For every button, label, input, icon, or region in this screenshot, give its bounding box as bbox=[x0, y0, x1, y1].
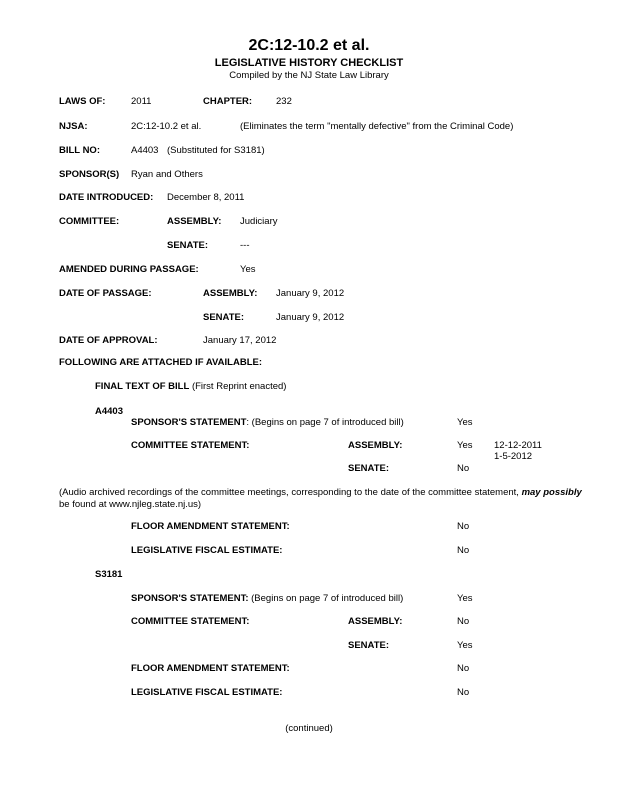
a4403-fiscal-label: LEGISLATIVE FISCAL ESTIMATE: bbox=[131, 545, 283, 556]
chapter-value: 232 bbox=[276, 96, 292, 107]
date-of-approval-value: January 17, 2012 bbox=[203, 335, 277, 346]
bill-no-label: BILL NO: bbox=[59, 145, 100, 156]
s3181-heading: S3181 bbox=[95, 569, 123, 580]
a4403-floor-label: FLOOR AMENDMENT STATEMENT: bbox=[131, 521, 290, 532]
a4403-assembly-date-1: 12-12-2011 bbox=[494, 440, 542, 451]
final-text-line bbox=[95, 382, 286, 393]
audio-note-line-2: be found at www.njleg.state.nj.us) bbox=[59, 499, 202, 510]
s3181-senate-value: Yes bbox=[457, 640, 473, 651]
a4403-senate-label: SENATE: bbox=[348, 463, 389, 474]
date-of-passage-label: DATE OF PASSAGE: bbox=[59, 288, 152, 299]
page-title: 2C:12-10.2 et al. bbox=[248, 37, 370, 54]
date-introduced-label: DATE INTRODUCED: bbox=[59, 192, 154, 203]
checklist-heading: LEGISLATIVE HISTORY CHECKLIST bbox=[214, 57, 404, 69]
bill-no-note: (Substituted for S3181) bbox=[167, 145, 265, 156]
s3181-floor-value: No bbox=[457, 663, 470, 674]
sponsors-label: SPONSOR(S) bbox=[59, 169, 120, 180]
committee-label: COMMITTEE: bbox=[59, 216, 120, 227]
a4403-assembly-label: ASSEMBLY: bbox=[348, 440, 403, 451]
s3181-senate-label: SENATE: bbox=[348, 640, 389, 651]
s3181-fiscal-value: No bbox=[457, 687, 470, 698]
a4403-sponsor-line bbox=[131, 418, 404, 429]
laws-of-label: LAWS OF: bbox=[59, 96, 106, 107]
njsa-value: 2C:12-10.2 et al. bbox=[131, 121, 202, 132]
audio-note-line-1 bbox=[59, 488, 582, 499]
passage-senate-label: SENATE: bbox=[203, 312, 244, 323]
a4403-sponsor-note: : (Begins on page 7 of introduced bill) bbox=[246, 417, 404, 428]
committee-senate-label: SENATE: bbox=[167, 240, 208, 251]
a4403-sponsor-label: SPONSOR'S STATEMENT bbox=[131, 417, 247, 428]
amended-value: Yes bbox=[240, 264, 256, 275]
final-text-note: (First Reprint enacted) bbox=[191, 381, 287, 392]
s3181-sponsor-line bbox=[131, 594, 403, 605]
njsa-note: (Eliminates the term "mentally defective" from the Criminal Code) bbox=[240, 121, 514, 132]
s3181-assembly-value: No bbox=[457, 616, 470, 627]
s3181-sponsor-label: SPONSOR'S STATEMENT: bbox=[131, 593, 249, 604]
a4403-assembly-value: Yes bbox=[457, 440, 473, 451]
s3181-assembly-label: ASSEMBLY: bbox=[348, 616, 403, 627]
compiled-by: Compiled by the NJ State Law Library bbox=[229, 70, 389, 81]
a4403-senate-value: No bbox=[457, 463, 470, 474]
s3181-sponsor-value: Yes bbox=[457, 593, 473, 604]
a4403-committee-label: COMMITTEE STATEMENT: bbox=[131, 440, 250, 451]
a4403-heading: A4403 bbox=[95, 406, 123, 417]
a4403-sponsor-value: Yes bbox=[457, 417, 473, 428]
a4403-fiscal-value: No bbox=[457, 545, 470, 556]
continued-note: (continued) bbox=[285, 723, 333, 734]
passage-senate-value: January 9, 2012 bbox=[276, 312, 345, 323]
committee-senate-value: --- bbox=[240, 240, 250, 251]
a4403-assembly-date-2: 1-5-2012 bbox=[494, 451, 533, 462]
s3181-sponsor-note: (Begins on page 7 of introduced bill) bbox=[248, 593, 404, 604]
a4403-floor-value: No bbox=[457, 521, 470, 532]
sponsors-value: Ryan and Others bbox=[131, 169, 203, 180]
amended-label: AMENDED DURING PASSAGE: bbox=[59, 264, 199, 275]
laws-of-value: 2011 bbox=[131, 96, 152, 107]
passage-assembly-label: ASSEMBLY: bbox=[203, 288, 258, 299]
date-introduced-value: December 8, 2011 bbox=[167, 192, 245, 203]
audio-note-emphasis: may possibly bbox=[521, 487, 582, 498]
bill-no-value: A4403 bbox=[131, 145, 159, 156]
passage-assembly-value: January 9, 2012 bbox=[276, 288, 345, 299]
njsa-label: NJSA: bbox=[59, 121, 88, 132]
committee-assembly-value: Judiciary bbox=[240, 216, 278, 227]
s3181-floor-label: FLOOR AMENDMENT STATEMENT: bbox=[131, 663, 290, 674]
s3181-fiscal-label: LEGISLATIVE FISCAL ESTIMATE: bbox=[131, 687, 283, 698]
s3181-committee-label: COMMITTEE STATEMENT: bbox=[131, 616, 250, 627]
chapter-label: CHAPTER: bbox=[203, 96, 253, 107]
date-of-approval-label: DATE OF APPROVAL: bbox=[59, 335, 158, 346]
audio-note-text: (Audio archived recordings of the committee meetings, corresponding to the date of the committee statement, bbox=[59, 487, 522, 498]
following-heading: FOLLOWING ARE ATTACHED IF AVAILABLE: bbox=[59, 357, 262, 368]
committee-assembly-label: ASSEMBLY: bbox=[167, 216, 222, 227]
final-text-label: FINAL TEXT OF BILL bbox=[95, 381, 190, 392]
